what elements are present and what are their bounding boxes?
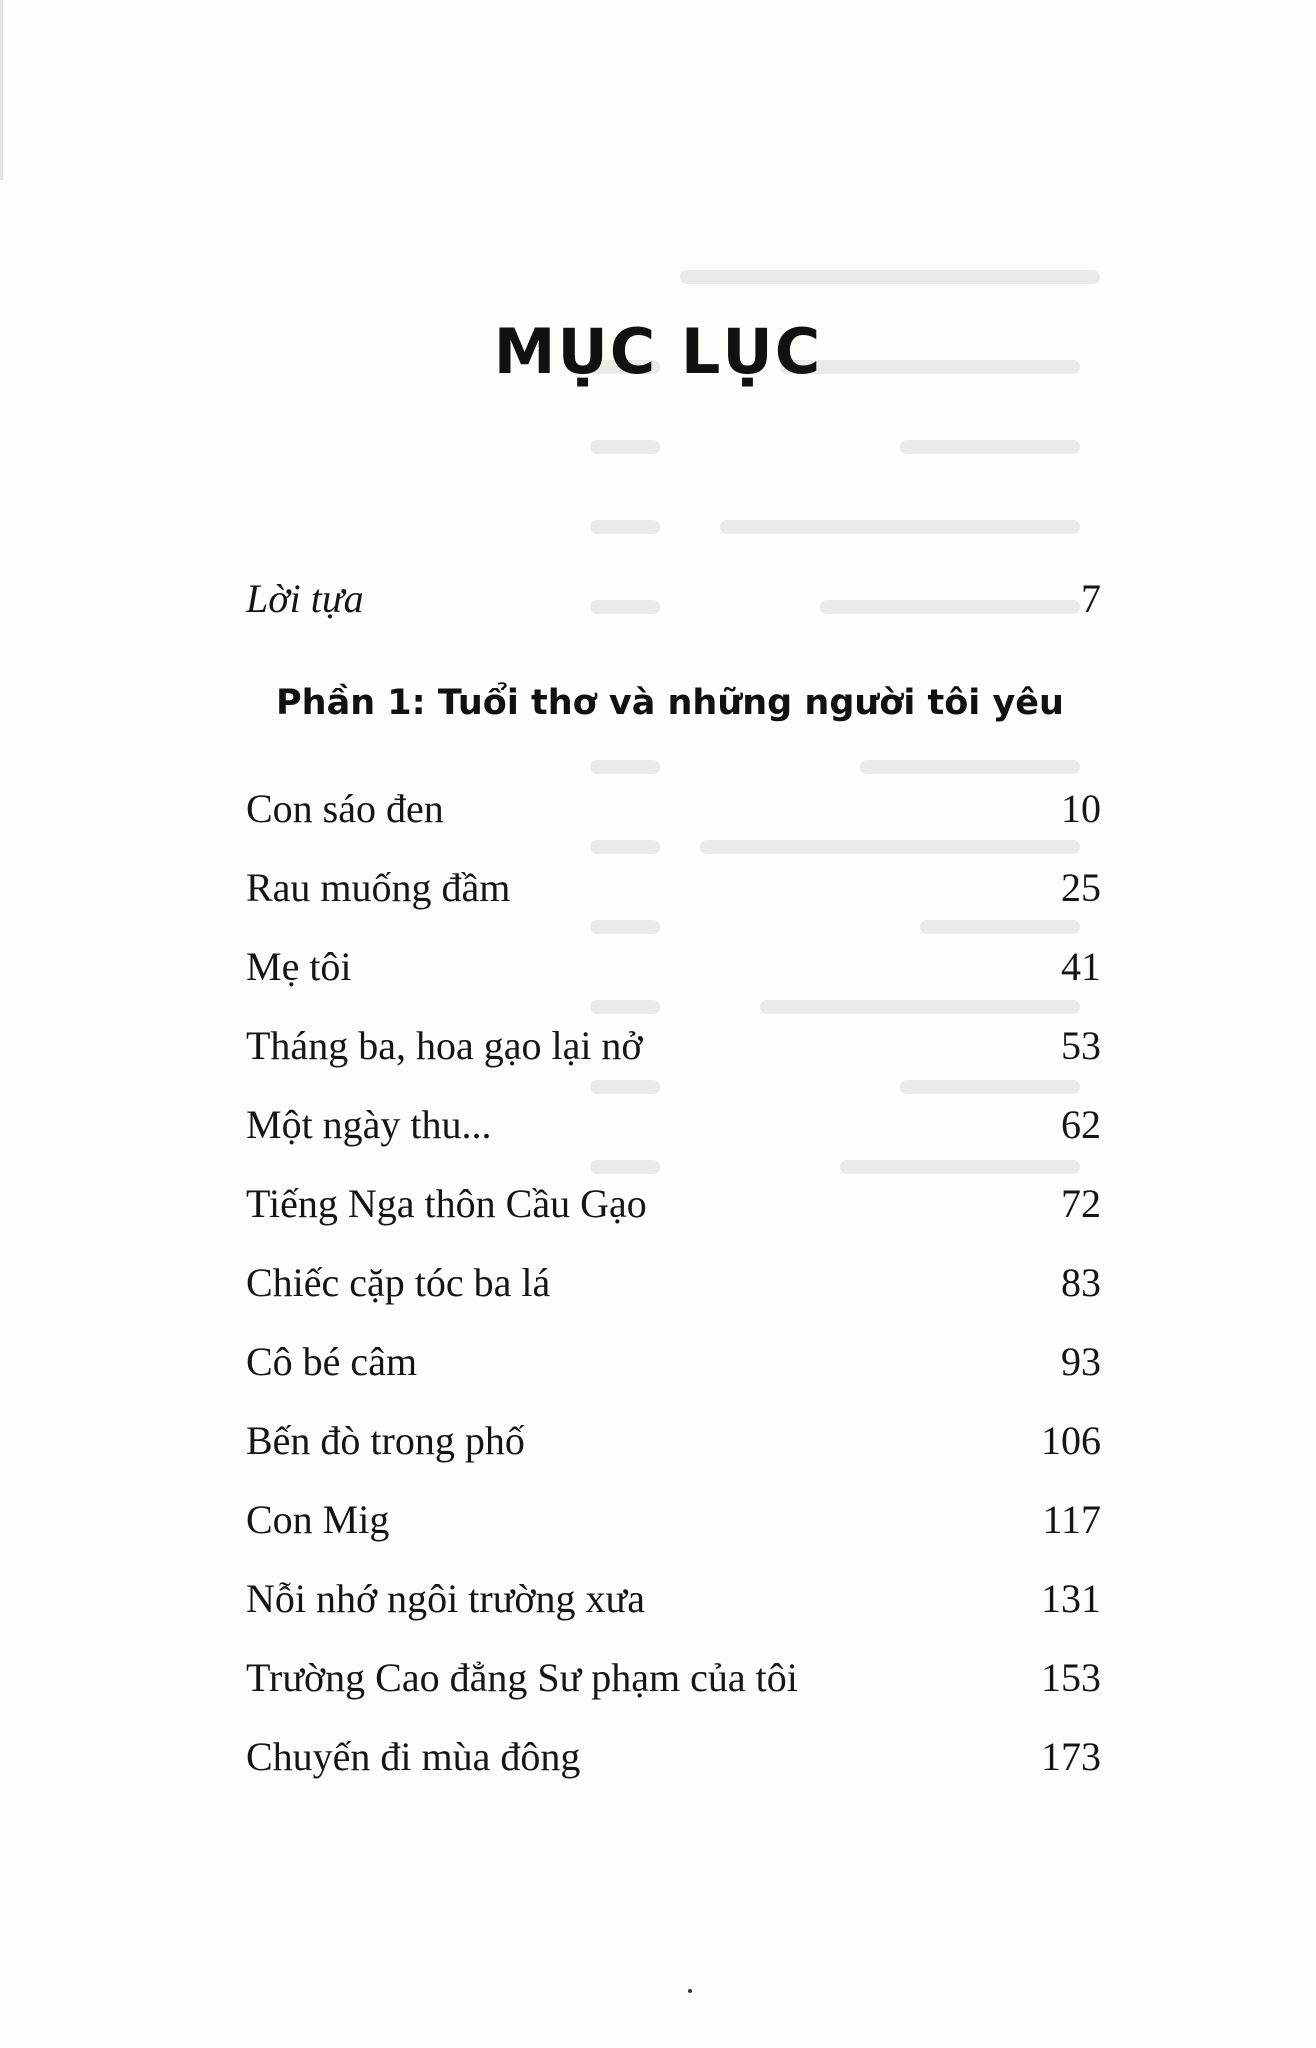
toc-entry[interactable]: [246, 1259, 1101, 1319]
toc-entry[interactable]: [246, 864, 1101, 924]
toc-entry-label: Bến đò trong phố: [246, 1418, 525, 1463]
page-title: MỤC LỤC: [493, 315, 823, 388]
toc-entry-page: 62: [1061, 1102, 1101, 1147]
toc-entry[interactable]: [246, 1575, 1101, 1635]
toc-entry[interactable]: [246, 1417, 1101, 1477]
toc-entry-label: Tiếng Nga thôn Cầu Gạo: [246, 1181, 647, 1226]
page-edge-shadow: [0, 0, 3, 180]
toc-entry-label: Tháng ba, hoa gạo lại nở: [246, 1023, 643, 1068]
toc-entry-page: 93: [1061, 1339, 1101, 1384]
toc-entry-page: 41: [1061, 944, 1101, 989]
toc-entry-page: 106: [1041, 1418, 1101, 1463]
toc-entry-label: Trường Cao đẳng Sư phạm của tôi: [246, 1655, 798, 1700]
toc-entry-label: Một ngày thu...: [246, 1102, 492, 1147]
toc-entry-page: 173: [1041, 1734, 1101, 1779]
toc-entry-page: 53: [1061, 1023, 1101, 1068]
toc-entry-label: Nỗi nhớ ngôi trường xưa: [246, 1576, 645, 1621]
toc-entry[interactable]: [246, 1654, 1101, 1714]
toc-entry[interactable]: [246, 785, 1101, 845]
toc-entry-page: 10: [1061, 786, 1101, 831]
toc-entry[interactable]: [246, 943, 1101, 1003]
toc-entry-label: Con Mig: [246, 1497, 390, 1542]
toc-entry-page: 83: [1061, 1260, 1101, 1305]
toc-entry-label: Chuyến đi mùa đông: [246, 1734, 581, 1779]
toc-entry-label: Con sáo đen: [246, 786, 444, 831]
part-heading: Phần 1: Tuổi thơ và những người tôi yêu: [276, 683, 1064, 723]
toc-entry-label: Rau muống đầm: [246, 865, 511, 910]
toc-entry-page: 72: [1061, 1181, 1101, 1226]
toc-entry-label: Mẹ tôi: [246, 944, 352, 989]
toc-entry-page: 7: [1081, 576, 1101, 621]
toc-entry[interactable]: [246, 1733, 1101, 1793]
toc-entry[interactable]: [246, 1180, 1101, 1240]
toc-entry-label: Cô bé câm: [246, 1339, 418, 1384]
toc-entry-page: 131: [1041, 1576, 1101, 1621]
bleed-through-texture: [560, 250, 1120, 1250]
toc-entry-page: 153: [1041, 1655, 1101, 1700]
toc-entry-page: 117: [1042, 1497, 1101, 1542]
toc-entry[interactable]: [246, 1101, 1101, 1161]
toc-entry-label: Chiếc cặp tóc ba lá: [246, 1260, 551, 1305]
toc-entry[interactable]: [246, 1496, 1101, 1556]
toc-entry[interactable]: [246, 1022, 1101, 1082]
toc-entry-preface[interactable]: [246, 575, 1101, 635]
toc-entry[interactable]: [246, 1338, 1101, 1398]
page-speck: [688, 1989, 692, 1993]
toc-entry-page: 25: [1061, 865, 1101, 910]
toc-entry-label: Lời tựa: [246, 576, 364, 621]
